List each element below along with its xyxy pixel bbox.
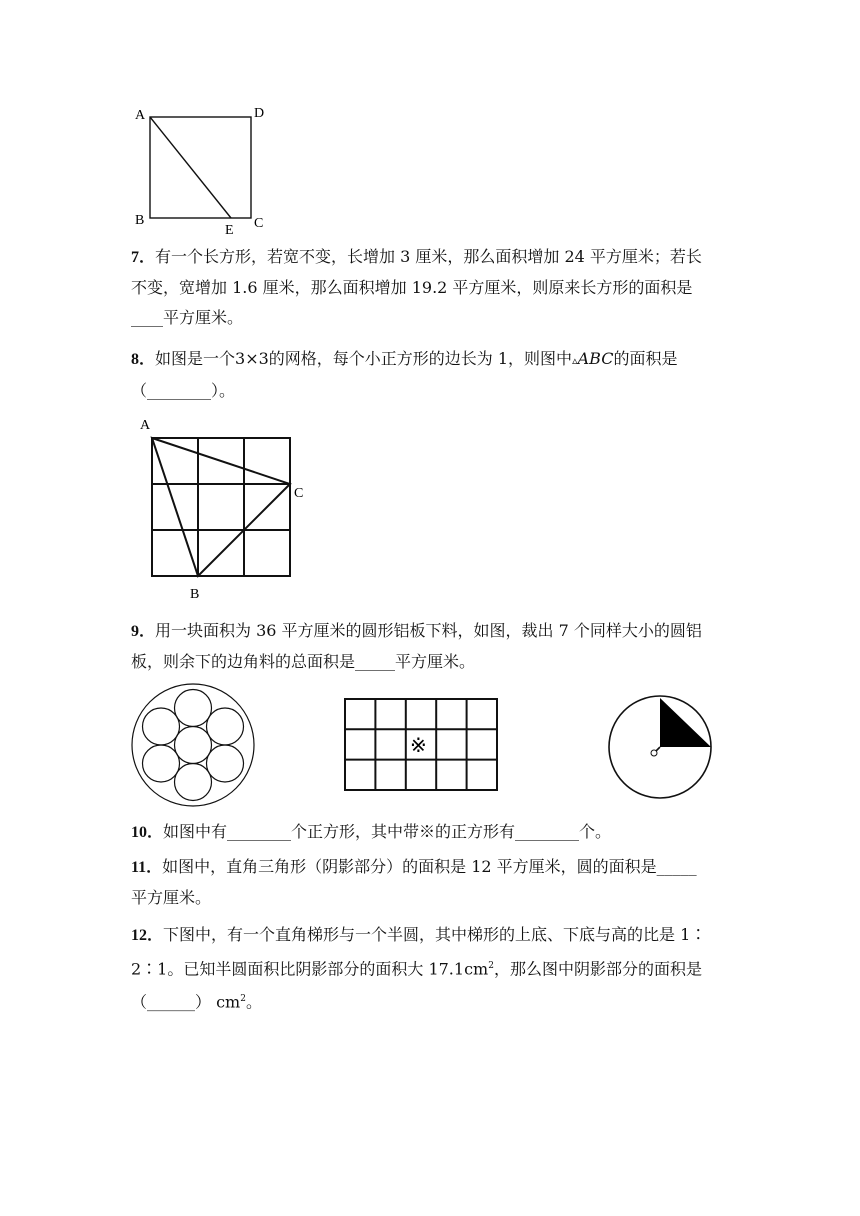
label-c: C [254, 216, 264, 231]
label-a: A [135, 108, 146, 123]
q8-line2: （________）。 [131, 381, 236, 400]
inner-circle-lower-left [143, 745, 180, 782]
q12-line1: 12．下图中，有一个直角梯形与一个半圆，其中梯形的上底、下底与高的比是 1∶ [131, 925, 707, 944]
label-e: E [225, 223, 234, 235]
label-b: B [135, 213, 145, 228]
circle-triangle-figure [605, 692, 720, 804]
rect-grid-figure [340, 695, 505, 795]
outer-circle [132, 684, 254, 806]
q7-number: 7． [131, 249, 156, 266]
inner-circle-bottom [175, 764, 212, 801]
q11-line2: 平方厘米。 [131, 888, 212, 907]
question-9 [131, 616, 731, 677]
inner-circle-upper-right [207, 708, 244, 745]
inner-circle-lower-right [207, 745, 244, 782]
inner-circle-center [175, 727, 212, 764]
segment-ae [150, 117, 231, 218]
label-c: C [294, 486, 304, 501]
center-point [651, 750, 657, 756]
q9-number: 9． [131, 623, 156, 640]
grid-triangle-figure [135, 415, 315, 605]
question-10 [131, 817, 731, 848]
superscript-2: 2 [240, 994, 246, 1005]
seven-circles-figure [130, 682, 260, 812]
superscript-2: 2 [488, 961, 494, 971]
q7-line1: 7．有一个长方形，若宽不变，长增加 3 厘米，那么面积增加 24 平方厘米；若长 [131, 247, 702, 266]
q11-line1: 11．如图中，直角三角形（阴影部分）的面积是 12 平方厘米，圆的面积是_____ [131, 857, 697, 876]
label-b: B [190, 587, 200, 602]
grid-lines [152, 438, 290, 576]
q12-line3: （______） $cm^2$。 [131, 992, 262, 1012]
triangle-name: ABC [577, 349, 614, 368]
q10-number: 10． [131, 824, 164, 841]
q12-line2: 2∶1。已知半圆面积比阴影部分的面积大 $17.1cm^2$，那么图中阴影部分的面积是 [131, 959, 702, 979]
square-outline [150, 117, 251, 218]
q11-number: 11． [131, 859, 163, 876]
shaded-right-triangle [660, 698, 711, 747]
question-11 [131, 852, 731, 913]
question-8 [131, 344, 731, 406]
question-7 [131, 242, 731, 333]
inner-circle-top [175, 690, 212, 727]
square-abcd-figure [130, 100, 280, 235]
q9-line2: 板，则余下的边角料的总面积是_____平方厘米。 [131, 652, 476, 671]
question-12 [131, 920, 731, 1018]
label-a: A [140, 418, 151, 433]
triangle-symbol: ▵ [572, 354, 578, 367]
q8-line1: 8．如图是一个3×3的网格，每个小正方形的边长为 1，则图中▵ABC的面积是 [131, 349, 678, 368]
reference-mark: ※ [410, 735, 427, 757]
q10-line1: 10．如图中有________个正方形，其中带※的正方形有________个。 [131, 822, 612, 841]
triangle-abc [152, 438, 290, 576]
label-d: D [254, 106, 265, 121]
q8-number: 8． [131, 351, 156, 368]
q7-line2: 不变，宽增加 1.6 厘米，那么面积增加 19.2 平方厘米，则原来长方形的面积是 [131, 278, 693, 297]
q7-line3: ____平方厘米。 [131, 308, 244, 327]
inner-circle-upper-left [143, 708, 180, 745]
q12-number: 12． [131, 927, 164, 944]
q9-line1: 9．用一块面积为 36 平方厘米的圆形铝板下料，如图，裁出 7 个同样大小的圆铝 [131, 621, 702, 640]
